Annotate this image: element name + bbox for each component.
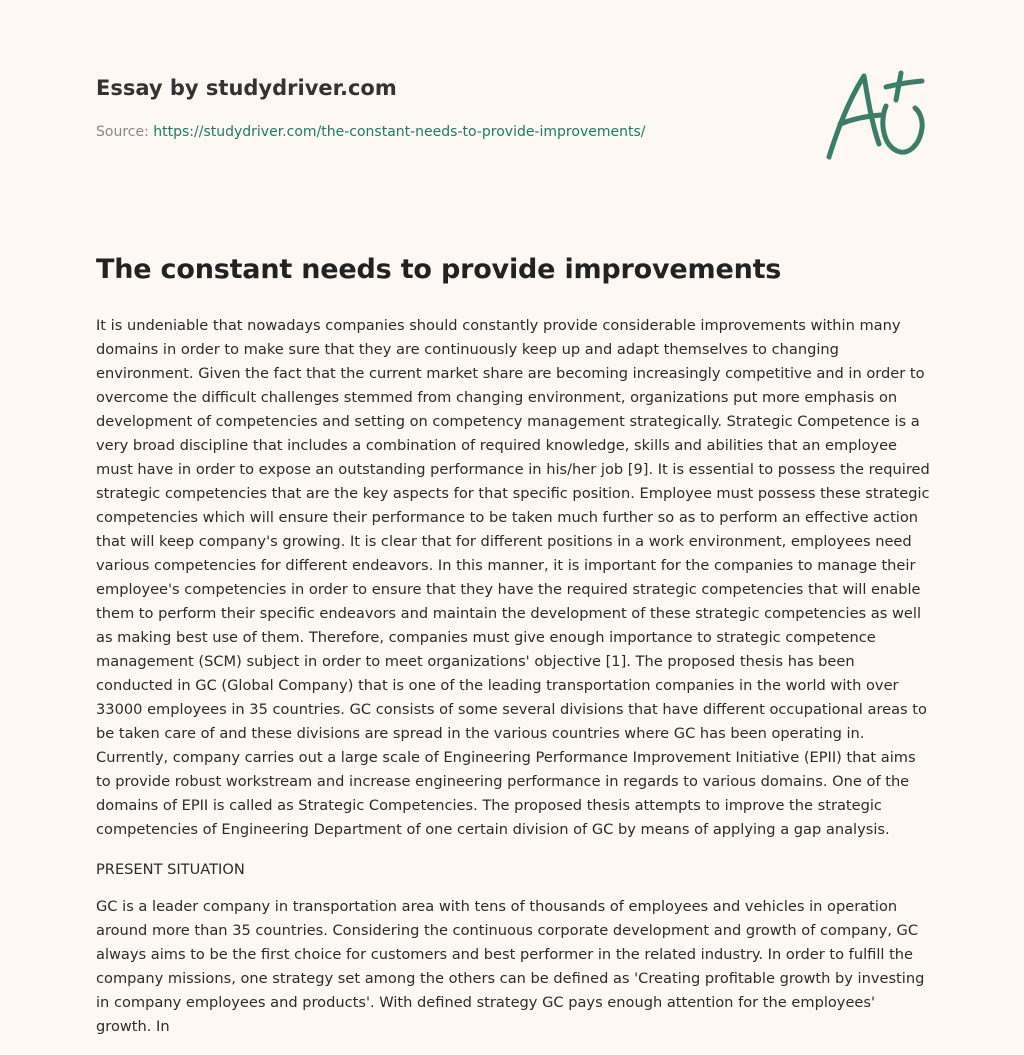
site-title: Essay by studydriver.com <box>96 76 397 100</box>
source-line <box>96 124 645 140</box>
a-plus-logo <box>816 64 928 166</box>
essay-body <box>96 314 930 1039</box>
essay-paragraph: It is undeniable that nowadays companies should constantly provide considerable improvements within many domains in order to make sure that they are continuously keep up and adapt themselves to changing environment. Given the fact that the current market share are becoming increasingly competitive and in order to overcome the difficult challenges stemmed from changing environment, organizations put more emphasis on development of competencies and setting on competency management strategically. Strategic Competence is a very broad discipline that includes a combination of required knowledge, skills and abilities that an employee must have in order to expose an outstanding performance in his/her job [9]. It is essential to possess the required strategic competencies that are the key aspects for that specific position. Employee must possess these strategic competencies which will ensure their performance to be taken much further so as to perform an effective action that will keep company's growing. It is clear that for different positions in a work environment, employees need various competencies for different endeavors. In this manner, it is important for the companies to manage their employee's competencies in order to ensure that they have the required strategic competencies that will enable them to perform their specific endeavors and maintain the development of these strategic competencies as well as making best use of them. Therefore, companies must give enough importance to strategic competence management (SCM) subject in order to meet organizations' objective [1]. The proposed thesis has been conducted in GC (Global Company) that is one of the leading transportation companies in the world with over 33000 employees in 35 countries. GC consists of some several divisions that have different occupational areas to be taken care of and these divisions are spread in the various countries where GC has been operating in. Currently, company carries out a large scale of Engineering Performance Improvement Initiative (EPII) that aims to provide robust workstream and increase engineering performance in regards to various domains. One of the domains of EPII is called as Strategic Competencies. The proposed thesis attempts to improve the strategic competencies of Engineering Department of one certain division of GC by means of applying a gap analysis. <box>96 317 930 838</box>
section-heading: PRESENT SITUATION <box>96 861 245 878</box>
essay-title: The constant needs to provide improvements <box>96 254 782 285</box>
source-link[interactable]: https://studydriver.com/the-constant-needs-to-provide-improvements/ <box>153 124 646 140</box>
essay-paragraph: GC is a leader company in transportation area with tens of thousands of employees and vehicles in operation around more than 35 countries. Considering the continuous corporate development and growth of company, GC always aims to be the first choice for customers and best performer in the related industry. In order to fulfill the company missions, one strategy set among the others can be defined as 'Creating profitable growth by investing in company employees and products'. With defined strategy GC pays enough attention for the employees' growth. In <box>96 898 925 1035</box>
source-label: Source: <box>96 124 149 140</box>
